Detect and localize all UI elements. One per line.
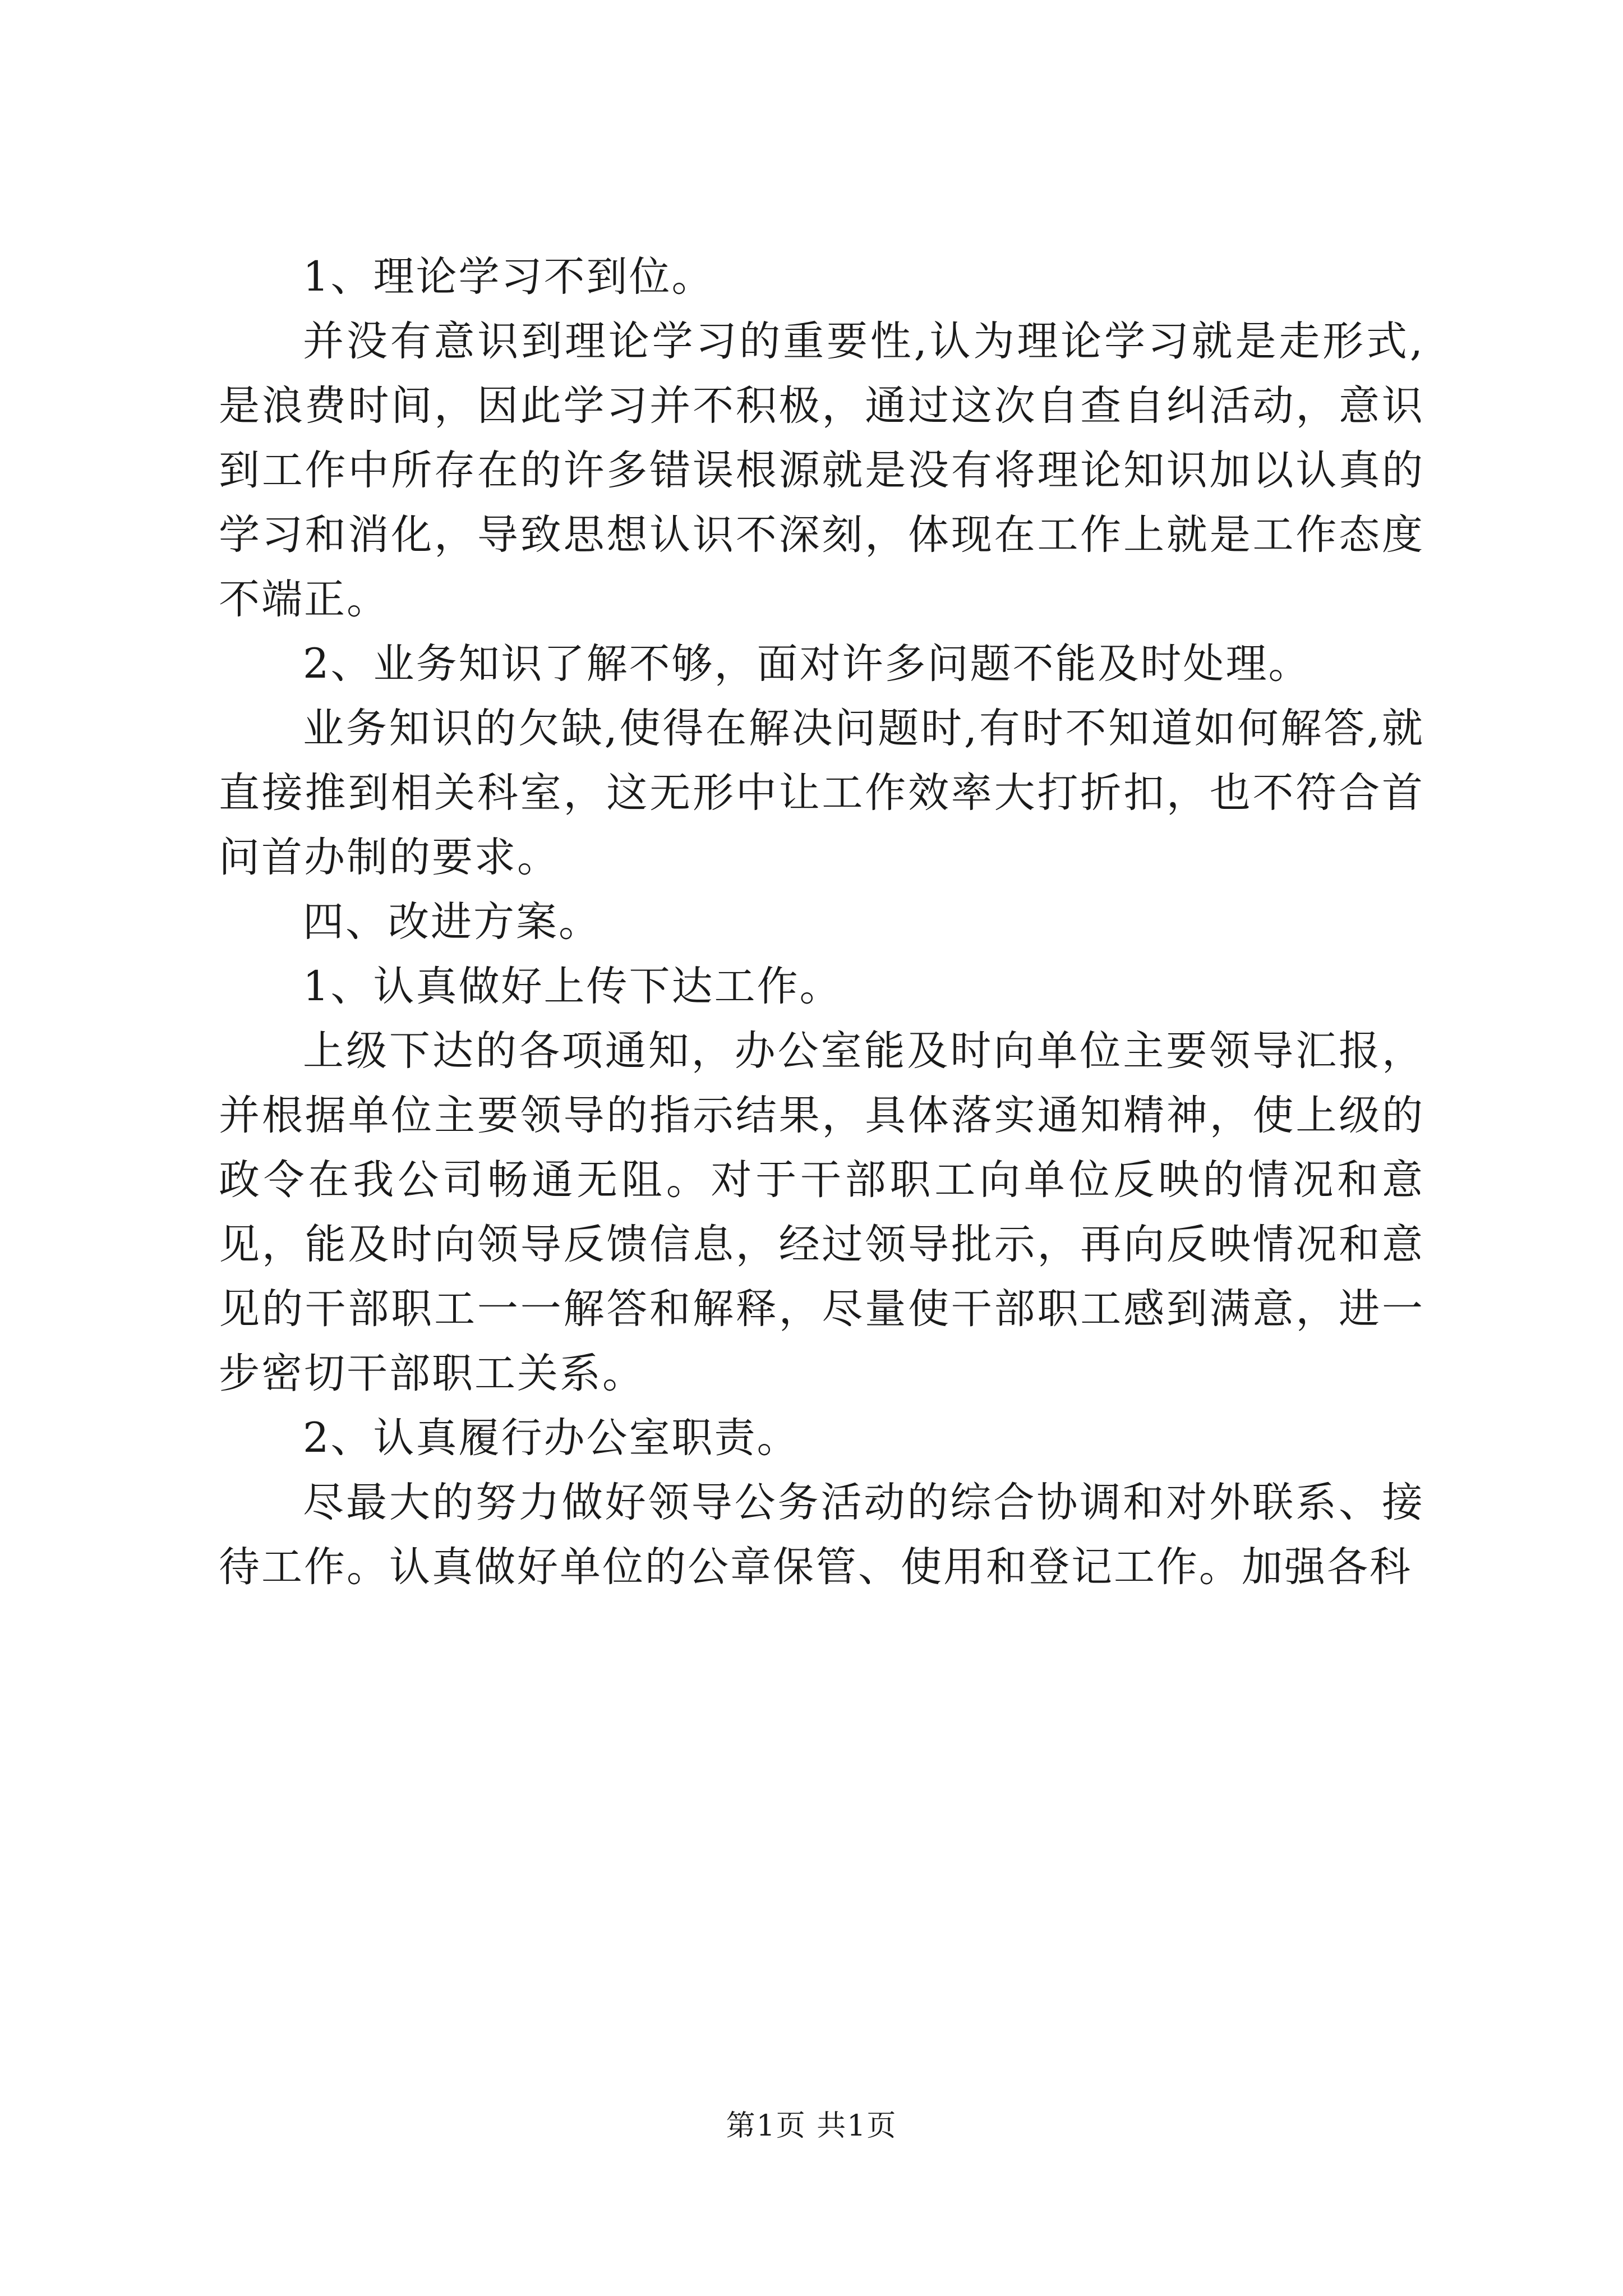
paragraph-communication-heading: 1、认真做好上传下达工作。: [303, 963, 842, 1010]
paragraph-office-duties-body: 尽最大的努力做好领导公务活动的综合协调和对外联系、接待工作。认真做好单位的公章保管、使用和登记工作。加强各科: [219, 1479, 1424, 1591]
paragraph-theory-study-heading: 1、理论学习不到位。: [303, 253, 714, 301]
page-number-footer: 第1页 共1页: [726, 2109, 897, 2143]
paragraph-theory-study-body: 并没有意识到理论学习的重要性,认为理论学习就是走形式,是浪费时间，因此学习并不积极，通过这次自查自纠活动，意识到工作中所存在的许多错误根源就是没有将理论知识加以认真的学习和消化，导致思想认识不深刻，体现在工作上就是工作态度不端正。: [219, 318, 1424, 623]
paragraph-communication-body: 上级下达的各项通知，办公室能及时向单位主要领导汇报，并根据单位主要领导的指示结果，具体落实通知精神，使上级的政令在我公司畅通无阻。对于干部职工向单位反映的情况和意见，能及时向领导反馈信息，经过领导批示，再向反映情况和意见的干部职工一一解答和解释，尽量使干部职工感到满意，进一步密切干部职工关系。: [219, 1027, 1424, 1397]
paragraph-business-knowledge-heading: 2、业务知识了解不够，面对许多问题不能及时处理。: [303, 640, 1311, 688]
document-body: [219, 245, 1424, 1599]
paragraph-business-knowledge-body: 业务知识的欠缺,使得在解决问题时,有时不知道如何解答,就直接推到相关科室，这无形中让工作效率大打折扣，也不符合首问首办制的要求。: [219, 705, 1424, 881]
section-heading-improvement-plan: 四、改进方案。: [303, 898, 601, 946]
paragraph-office-duties-heading: 2、认真履行办公室职责。: [303, 1414, 800, 1462]
